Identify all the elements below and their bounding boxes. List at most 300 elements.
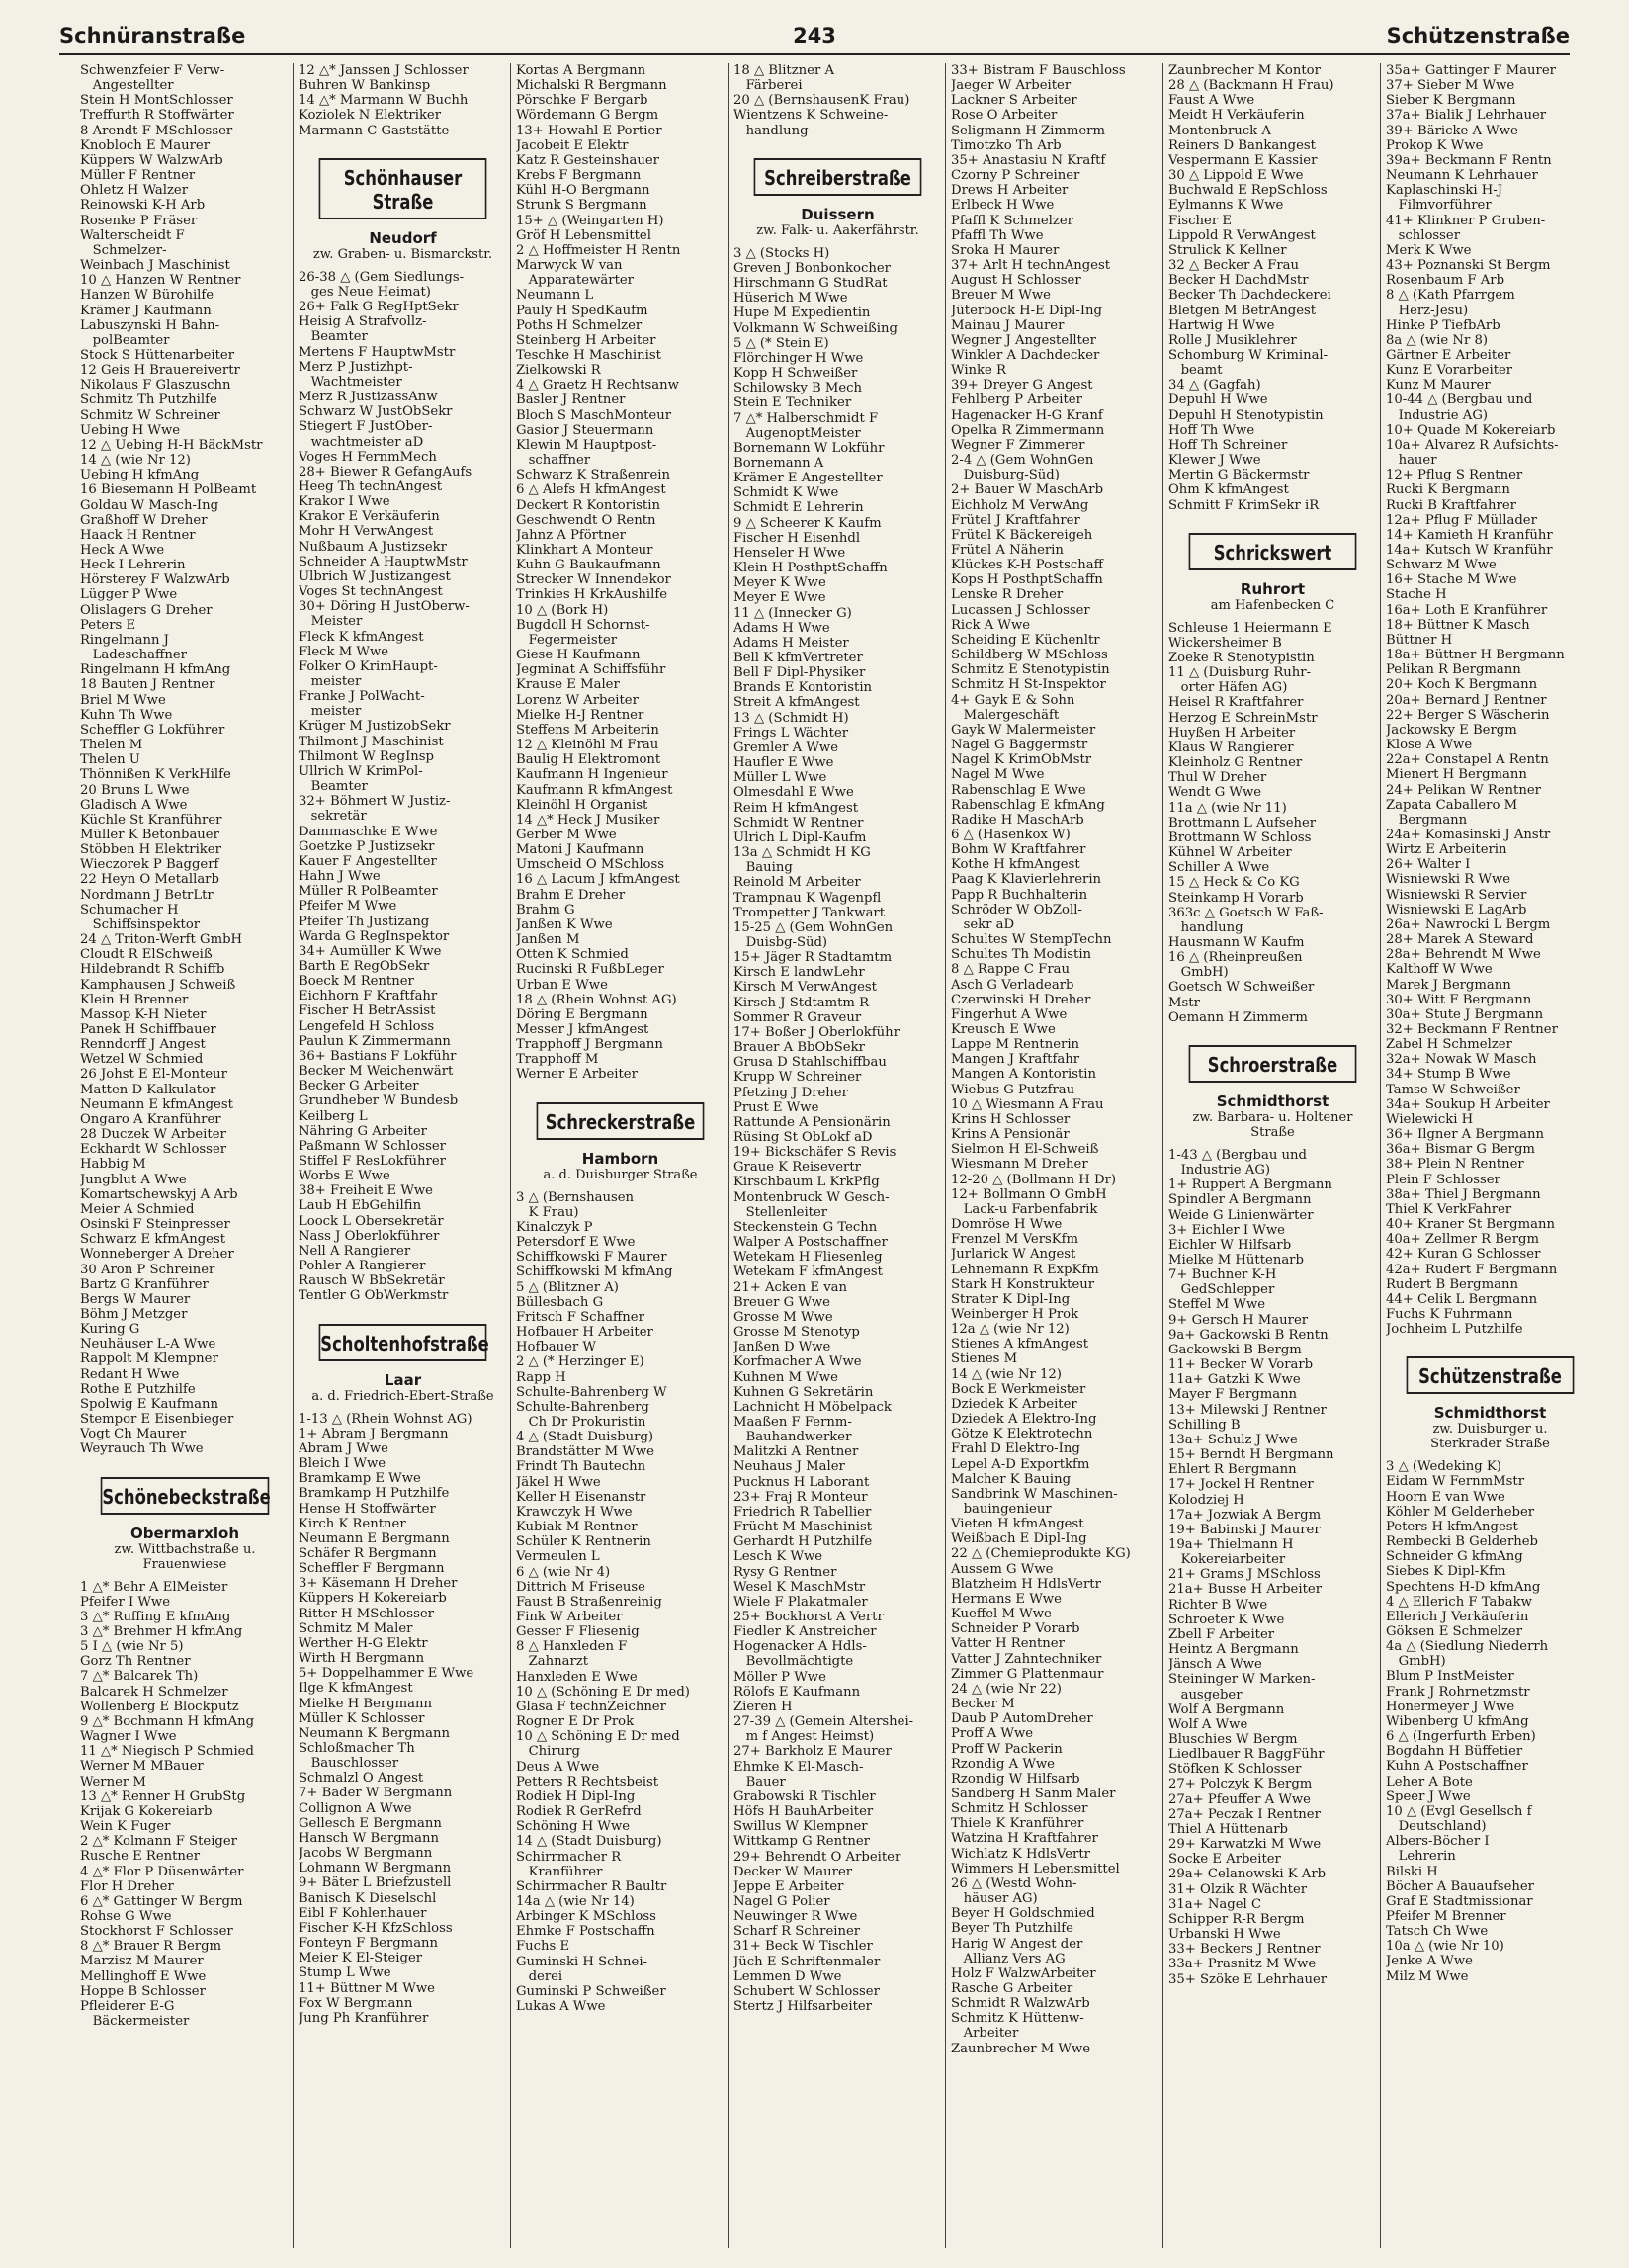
directory-entry: Wirth H Bergmann — [299, 1651, 425, 1667]
directory-entry: Boeck M Rentner — [299, 974, 414, 990]
directory-entry: Böcher A Bauaufseher — [1386, 1878, 1534, 1894]
directory-entry: Walterscheidt F — [80, 227, 185, 243]
directory-entry: Werner E Arbeiter — [516, 1067, 638, 1083]
directory-entry: Rabenschlag E Wwe — [951, 782, 1086, 798]
directory-entry: Frahl D Elektro-Ing — [951, 1441, 1080, 1457]
directory-entry: Werner M MBauer — [80, 1759, 204, 1775]
directory-entry: Schulte-Bahrenberg W — [516, 1384, 667, 1400]
directory-entry: Merk K Wwe — [1386, 242, 1472, 258]
directory-entry: Goetsch W Schweißer — [1168, 980, 1315, 996]
directory-entry: Jahnz A Pförtner — [516, 527, 626, 543]
directory-entry: Wesel K MaschMstr — [733, 1579, 866, 1595]
directory-entry: Fuchs E — [516, 1939, 570, 1955]
directory-entry: Schultes Th Modistin — [951, 947, 1092, 963]
directory-entry: Jeppe E Arbeiter — [733, 1878, 844, 1894]
directory-entry: Schirrmacher R Baultr — [516, 1878, 667, 1894]
directory-entry: Becker M Weichenwärt — [299, 1064, 454, 1080]
directory-entry: 11+ Büttner M Wwe — [299, 1980, 435, 1996]
directory-entry: Gärtner E Arbeiter — [1386, 347, 1511, 363]
directory-entry: Rzondig A Wwe — [951, 1756, 1055, 1772]
directory-entry: 15-25 △ (Gem WohnGen — [733, 919, 894, 935]
directory-entry: Pfeifer I Wwe — [80, 1594, 171, 1610]
directory-entry: 22a+ Constapel A Rentn — [1386, 752, 1549, 768]
directory-entry: Socke E Arbeiter — [1168, 1852, 1281, 1868]
directory-entry: Lackner S Arbeiter — [951, 93, 1077, 109]
directory-entry: Kirch K Rentner — [299, 1516, 406, 1531]
directory-entry: Massop K-H Nieter — [80, 1006, 207, 1022]
directory-entry: 5 I △ (wie Nr 5) — [80, 1639, 184, 1655]
directory-entry: Winke R — [951, 363, 1006, 379]
directory-entry: Arbinger K MSchloss — [516, 1909, 656, 1925]
directory-entry: Tentler G ObWerkmstr — [299, 1288, 449, 1304]
directory-entry: Reiners D Bankangest — [1168, 137, 1316, 153]
directory-entry: 30+ Döring H JustOberw- — [299, 599, 470, 615]
directory-entry: Ehmke F Postschaffn — [516, 1924, 655, 1940]
directory-entry: 31a+ Nagel C — [1168, 1896, 1262, 1912]
directory-entry: Lengefeld H Schloss — [299, 1018, 435, 1034]
directory-entry: Wonneberger A Dreher — [80, 1247, 234, 1263]
directory-entry: Depuhl H Stenotypistin — [1168, 407, 1324, 423]
directory-entry: 17+ Jockel H Rentner — [1168, 1477, 1314, 1493]
directory-entry: 27a+ Pfeuffer A Wwe — [1168, 1791, 1311, 1807]
directory-entry: 7 △* Balcarek Th) — [80, 1669, 199, 1685]
directory-entry: Walper A Postschaffner — [733, 1235, 888, 1251]
directory-entry: Schilowsky B Mech — [733, 381, 863, 396]
directory-entry: 36+ Bastians F Lokführ — [299, 1048, 457, 1064]
directory-entry: Kunz M Maurer — [1386, 378, 1491, 393]
directory-entry: 4+ Gayk E & Sohn — [951, 692, 1075, 708]
directory-entry: Steffel M Wwe — [1168, 1297, 1266, 1313]
directory-entry: 1+ Abram J Bergmann — [299, 1426, 449, 1441]
directory-entry: Lehrerin — [1386, 1849, 1456, 1865]
directory-entry: Marzisz M Maurer — [80, 1954, 204, 1969]
directory-entry: 12 △ Uebing H-H BäckMstr — [80, 437, 263, 453]
street-location-note: a. d. Friedrich-Ebert-Straße — [311, 1388, 494, 1404]
street-location-note: zw. Falk- u. Aakerfährstr. — [756, 222, 919, 238]
directory-entry: Marmann C Gaststätte — [299, 123, 450, 138]
directory-entry: 16+ Stache M Wwe — [1386, 572, 1517, 588]
directory-entry: Krins A Pensionär — [951, 1127, 1070, 1143]
directory-entry: Klückes K-H Postschaff — [951, 558, 1103, 573]
directory-entry: Beamter — [299, 329, 368, 345]
directory-entry: 36+ Ilgner A Bergmann — [1386, 1127, 1544, 1143]
directory-entry: Schultes W StempTechn — [951, 932, 1112, 948]
street-location-note: zw. Wittbachstraße u. — [114, 1541, 256, 1557]
directory-entry: 12 Geis H Brauereivertr — [80, 363, 240, 379]
directory-entry: Wetekam F kfmAngest — [733, 1265, 883, 1280]
directory-entry: 7+ Buchner K-H — [1168, 1267, 1277, 1283]
directory-entry: Stöbben H Elektriker — [80, 842, 221, 858]
directory-entry: 9+ Bäter L Briefzustell — [299, 1875, 452, 1891]
directory-entry: Fox W Bergmann — [299, 1995, 413, 2011]
directory-entry: Schomburg W Kriminal- — [1168, 347, 1329, 363]
street-section-header — [1170, 533, 1375, 613]
directory-entry: 37+ Arlt H technAngest — [951, 258, 1111, 274]
directory-entry: Pfeifer M Brenner — [1386, 1908, 1506, 1924]
directory-entry: Lesch K Wwe — [733, 1549, 823, 1565]
directory-entry: 28+ Biewer R GefangAufs — [299, 464, 472, 480]
directory-entry: Messer J kfmAngest — [516, 1022, 649, 1037]
directory-entry: Ongaro A Kranführer — [80, 1111, 221, 1127]
directory-entry: 4 △ Ellerich F Tabakw — [1386, 1594, 1532, 1610]
directory-entry: Kokereiarbeiter — [1168, 1552, 1286, 1568]
directory-entry: Frank J Rohrnetzmstr — [1386, 1684, 1530, 1700]
street-section-header — [735, 158, 940, 238]
directory-entry: Stienes A kfmAngest — [951, 1337, 1089, 1352]
directory-entry: 25+ Bockhorst A Vertr — [733, 1610, 884, 1624]
directory-entry: Guminski H Schnei- — [516, 1954, 647, 1969]
directory-entry: Blum P InstMeister — [1386, 1669, 1514, 1685]
directory-column — [945, 63, 1162, 2248]
directory-entry: Frings L Wächter — [733, 725, 849, 741]
directory-entry: Breuer G Wwe — [733, 1294, 830, 1310]
directory-entry: 1+ Ruppert A Bergmann — [1168, 1178, 1332, 1193]
directory-entry: Bock E Werkmeister — [951, 1381, 1086, 1397]
directory-entry: Herzog E SchreinMstr — [1168, 710, 1318, 726]
directory-entry: Barth E RegObSekr — [299, 958, 430, 974]
directory-entry: Mertin G Bäckermstr — [1168, 468, 1310, 483]
directory-entry: Wibenberg U kfmAng — [1386, 1713, 1529, 1729]
directory-entry: Werther H-G Elektr — [299, 1635, 428, 1651]
directory-entry: Rasche G Arbeiter — [951, 1981, 1073, 1996]
directory-entry: 10 △ Schöning E Dr med — [516, 1729, 680, 1745]
street-location-note: zw. Duisburger u. — [1432, 1422, 1548, 1438]
directory-entry: Nagel K KrimObMstr — [951, 752, 1092, 768]
directory-entry: Kirsch M VerwAngest — [733, 980, 877, 996]
directory-entry: Faust B Straßenreinig — [516, 1594, 662, 1610]
directory-entry: Lohmann W Bergmann — [299, 1861, 452, 1876]
directory-entry: Malitzki A Rentner — [733, 1444, 859, 1460]
directory-entry: 26 Johst E El-Monteur — [80, 1067, 227, 1083]
directory-entry: 31+ Olzik R Wächter — [1168, 1881, 1308, 1897]
directory-entry: Liedlbauer R BaggFühr — [1168, 1747, 1325, 1763]
directory-entry: Janßen K Wwe — [516, 916, 613, 932]
directory-entry: 24+ Pelikan W Rentner — [1386, 782, 1541, 798]
directory-entry: Ohletz H Walzer — [80, 183, 189, 199]
directory-entry: Schöning H Wwe — [516, 1819, 631, 1835]
directory-entry: Montenbruck W Gesch- — [733, 1189, 890, 1205]
directory-entry: 27+ Polczyk K Bergm — [1168, 1777, 1313, 1792]
directory-entry: Adams H Wwe — [733, 620, 830, 636]
directory-entry: Zahnarzt — [516, 1654, 589, 1670]
directory-entry: Wein K Fuger — [80, 1819, 171, 1835]
directory-entry: Zaunbrecher M Wwe — [951, 2041, 1091, 2056]
directory-entry: 13a △ Schmidt H KG — [733, 845, 871, 861]
directory-entry: Bevollmächtigte — [733, 1654, 854, 1670]
directory-entry: Angestellter — [80, 78, 174, 94]
directory-entry: Scheiding E Küchenltr — [951, 632, 1100, 648]
directory-entry: 34+ Aumüller K Wwe — [299, 943, 442, 959]
directory-entry: Rodiek R GerRefrd — [516, 1804, 642, 1820]
directory-entry: Schirrmacher R — [516, 1849, 622, 1865]
directory-entry: Vermeulen L — [516, 1549, 600, 1565]
directory-entry: Wagner I Wwe — [80, 1729, 177, 1745]
street-section-header — [1388, 1356, 1592, 1451]
directory-entry: Thiel K VerkFahrer — [1386, 1201, 1512, 1217]
directory-entry: 17+ Boßer J Oberlokführ — [733, 1024, 900, 1040]
directory-entry: Rucinski R FußbLeger — [516, 962, 664, 978]
directory-entry: Peters H kfmAngest — [1386, 1519, 1518, 1534]
directory-entry: Büllesbach G — [516, 1294, 604, 1310]
directory-column — [1162, 63, 1380, 2248]
directory-entry: Graßhoff W Dreher — [80, 512, 208, 528]
directory-entry: Brands E Kontoristin — [733, 680, 873, 696]
directory-entry: Prust E Wwe — [733, 1099, 819, 1115]
directory-entry: Weinbach J Maschinist — [80, 258, 230, 274]
directory-entry: 11a+ Gatzki K Wwe — [1168, 1372, 1301, 1388]
directory-entry: Kaplaschinski H-J — [1386, 183, 1503, 199]
page-header — [59, 22, 1570, 55]
directory-entry: Geschwendt O Rentn — [516, 512, 656, 528]
directory-column — [1380, 63, 1597, 2248]
directory-entry: Eichler W Hilfsarb — [1168, 1237, 1292, 1253]
directory-entry: Brahm G — [516, 902, 575, 917]
directory-entry: Müller K Betonbauer — [80, 827, 219, 842]
directory-entry: Hofbauer W — [516, 1340, 596, 1355]
directory-entry: Eibl F Kohlenhauer — [299, 1905, 427, 1921]
directory-entry: Domröse H Wwe — [951, 1217, 1063, 1233]
directory-entry: GmbH) — [1168, 965, 1229, 981]
street-name: Schroerstraße — [1189, 1045, 1357, 1083]
directory-entry: Urbanski H Wwe — [1168, 1927, 1281, 1943]
directory-entry: Koziolek N Elektriker — [299, 108, 442, 124]
directory-entry: 14+ Kamieth H Kranführ — [1386, 527, 1553, 543]
directory-entry: Zabel H Schmelzer — [1386, 1037, 1512, 1053]
directory-entry: 13a+ Schulz J Wwe — [1168, 1432, 1298, 1447]
directory-entry: August H Schlosser — [951, 273, 1081, 289]
directory-entry: Zoeke R Stenotypistin — [1168, 651, 1315, 665]
directory-entry: Janßen M — [516, 932, 580, 948]
directory-entry: Giese H Kaufmann — [516, 648, 641, 663]
directory-entry: bauingenieur — [951, 1502, 1052, 1517]
directory-entry: Gellesch E Bergmann — [299, 1815, 442, 1831]
directory-entry: 43+ Poznanski St Bergm — [1386, 258, 1551, 274]
directory-entry: Nass J Oberlokführer — [299, 1228, 440, 1244]
directory-entry: 3 △ (Bernshausen — [516, 1189, 635, 1205]
directory-entry: Lemmen D Wwe — [733, 1968, 842, 1984]
directory-entry: Steinberg H Arbeiter — [516, 332, 656, 348]
directory-entry: Kalthoff W Wwe — [1386, 962, 1493, 978]
directory-entry: Strater K Dipl-Ing — [951, 1291, 1071, 1307]
directory-entry: Rzondig W Hilfsarb — [951, 1771, 1080, 1787]
directory-entry: Lucassen J Schlosser — [951, 602, 1090, 618]
directory-entry: 18 Bauten J Rentner — [80, 677, 215, 693]
directory-entry: 26-38 △ (Gem Siedlungs- — [299, 269, 465, 285]
directory-entry: Ellerich J Verkäuferin — [1386, 1609, 1529, 1624]
directory-entry: GmbH) — [1386, 1654, 1446, 1670]
directory-entry: 6 △* Gattinger W Bergm — [80, 1893, 243, 1909]
directory-entry: Ringelmann H kfmAng — [80, 662, 231, 678]
directory-entry: Kuhn G Baukaufmann — [516, 558, 661, 573]
directory-entry: 1-13 △ (Rhein Wohnst AG) — [299, 1411, 472, 1427]
directory-entry: Meyer K Wwe — [733, 575, 826, 591]
directory-entry: Prokop K Wwe — [1386, 137, 1484, 153]
directory-entry: Strulick K Kellner — [1168, 242, 1287, 258]
directory-entry: Becker Th Dachdeckerei — [1168, 288, 1331, 304]
directory-entry: Frenzel M VersKfm — [951, 1232, 1079, 1248]
directory-entry: 4 △* Flor P Düsenwärter — [80, 1864, 244, 1879]
directory-entry: 29+ Karwatzki M Wwe — [1168, 1837, 1322, 1853]
directory-entry: Stache H — [1386, 587, 1447, 603]
directory-entry: Gerber M Wwe — [516, 827, 617, 842]
directory-entry: 16 △ Lacum J kfmAngest — [516, 872, 680, 888]
directory-entry: 39+ Dreyer G Angest — [951, 378, 1093, 393]
directory-entry: Faust A Wwe — [1168, 93, 1255, 109]
directory-entry: Kolodziej H — [1168, 1492, 1244, 1508]
directory-entry: 37a+ Bialik J Lehrhauer — [1386, 108, 1547, 124]
page-number: 243 — [793, 24, 836, 47]
directory-entry: 34+ Stump B Wwe — [1386, 1067, 1511, 1083]
directory-entry: 20 Bruns L Wwe — [80, 782, 190, 798]
directory-entry: Osinski F Steinpresser — [80, 1217, 230, 1233]
directory-entry: 15+ △ (Weingarten H) — [516, 213, 664, 228]
directory-entry: Proff A Wwe — [951, 1726, 1034, 1742]
directory-entry: Schroeter K Wwe — [1168, 1612, 1285, 1627]
directory-entry: Otten K Schmied — [516, 947, 629, 963]
directory-entry: 39+ Bäricke A Wwe — [1386, 123, 1518, 138]
directory-entry: Malcher K Bauing — [951, 1471, 1072, 1487]
directory-entry: Knobloch E Maurer — [80, 137, 211, 153]
directory-entry: Olislagers G Dreher — [80, 602, 213, 618]
directory-entry: Holz F WalzwArbeiter — [951, 1965, 1096, 1981]
directory-entry: Schneider A HauptwMstr — [299, 554, 468, 569]
directory-entry: Göksen E Schmelzer — [1386, 1624, 1523, 1639]
directory-entry: Arbeiter — [951, 2026, 1019, 2042]
directory-entry: Bugdoll H Schornst- — [516, 617, 650, 633]
directory-entry: Kleinöhl H Organist — [516, 797, 648, 813]
directory-column — [293, 63, 510, 2248]
directory-entry: Matoni J Kaufmann — [516, 842, 644, 858]
directory-entry: 44+ Celik L Bergmann — [1386, 1291, 1538, 1307]
directory-entry: Volkmann W Schweißing — [733, 320, 898, 336]
directory-entry: Radike H MaschArb — [951, 812, 1084, 828]
directory-entry: Deckert R Kontoristin — [516, 497, 660, 513]
directory-entry: Lenske R Dreher — [951, 587, 1064, 603]
directory-entry: Müller K Schlosser — [299, 1710, 425, 1726]
directory-entry: Wördemann G Bergm — [516, 108, 659, 124]
directory-entry: Deutschland) — [1386, 1819, 1487, 1835]
directory-entry: 24 △ (wie Nr 22) — [951, 1681, 1062, 1697]
directory-entry: Adams H Meister — [733, 635, 849, 651]
directory-entry: Bloch S MaschMonteur — [516, 407, 671, 423]
street-location-note: zw. Graben- u. Bismarckstr. — [312, 246, 493, 262]
directory-entry: ges Neue Heimat) — [299, 284, 431, 300]
directory-entry: Duisbg-Süd) — [733, 934, 828, 950]
directory-entry: Fischer K-H KfzSchloss — [299, 1920, 453, 1936]
directory-entry: Erlbeck H Wwe — [951, 198, 1055, 214]
directory-entry: Krämer J Kaufmann — [80, 303, 212, 318]
directory-entry: Pohler A Rangierer — [299, 1259, 426, 1274]
directory-entry: Mainau J Maurer — [951, 317, 1065, 333]
directory-entry: Wetekam H Fliesenleg — [733, 1250, 883, 1265]
district-name: Schmidthorst — [1216, 1091, 1329, 1110]
directory-entry: Bleich I Wwe — [299, 1456, 386, 1472]
directory-entry: Hoppe B Schlosser — [80, 1983, 206, 1999]
directory-entry: 24 △ Triton-Werft GmbH — [80, 932, 243, 948]
directory-entry: Jochheim L Putzhilfe — [1386, 1322, 1523, 1338]
directory-entry: Mohr H VerwAngest — [299, 524, 434, 540]
directory-entry: Schmitz H St-Inspektor — [951, 677, 1106, 693]
directory-entry: Köhler M Gelderheber — [1386, 1504, 1535, 1520]
directory-entry: 8 △ Rappe C Frau — [951, 962, 1070, 978]
directory-entry: 40a+ Zellmer R Bergm — [1386, 1232, 1539, 1248]
directory-entry: Ritter H MSchlosser — [299, 1606, 434, 1621]
directory-entry: Collignon A Wwe — [299, 1800, 412, 1816]
directory-entry: Rattunde A Pensionärin — [733, 1114, 891, 1130]
directory-entry: Wendt G Wwe — [1168, 785, 1262, 801]
directory-entry: Böhm J Metzger — [80, 1306, 188, 1322]
directory-entry: Korfmacher A Wwe — [733, 1354, 862, 1370]
directory-entry: Blatzheim H HdlsVertr — [951, 1576, 1101, 1592]
directory-entry: Krins H Schlosser — [951, 1111, 1071, 1127]
directory-entry: Urban E Wwe — [516, 977, 608, 993]
directory-entry: 33a+ Prasnitz M Wwe — [1168, 1957, 1317, 1972]
directory-entry: 6 △ (wie Nr 4) — [516, 1564, 611, 1580]
directory-entry: 4 △ (Stadt Duisburg) — [516, 1430, 654, 1445]
directory-entry: Bauschlosser — [299, 1756, 399, 1772]
directory-entry: Bell F Dipl-Physiker — [733, 665, 866, 681]
directory-entry: Lukas A Wwe — [516, 1999, 606, 2015]
directory-entry: Krupp W Schreiner — [733, 1070, 862, 1086]
directory-entry: Rusche E Rentner — [80, 1849, 201, 1865]
directory-entry: 19+ Babinski J Maurer — [1168, 1522, 1321, 1537]
directory-entry: Zbell F Arbeiter — [1168, 1626, 1275, 1642]
directory-entry: Zieren H — [733, 1699, 793, 1714]
directory-entry: Gröf H Lebensmittel — [516, 227, 651, 243]
directory-entry: Petersdorf E Wwe — [516, 1235, 636, 1251]
directory-entry: Werner M — [80, 1774, 146, 1789]
directory-entry: Haack H Rentner — [80, 527, 196, 543]
directory-entry: Gasior J Steuermann — [516, 422, 654, 438]
directory-entry: Hupe M Expedientin — [733, 305, 871, 321]
directory-entry: Harig W Angest der — [951, 1936, 1083, 1952]
directory-entry: Pfaffl Th Wwe — [951, 227, 1044, 243]
directory-entry: Bohm W Kraftfahrer — [951, 842, 1086, 858]
directory-entry: Neuwinger R Wwe — [733, 1909, 858, 1925]
street-name: Schreckerstraße — [537, 1102, 705, 1140]
directory-entry: 18 △ Blitzner A — [733, 63, 834, 78]
directory-entry: 11 △ (Duisburg Ruhr- — [1168, 665, 1312, 681]
directory-entry: Fischer H Eisenhdl — [733, 530, 861, 546]
directory-entry: 14a+ Kutsch W Kranführ — [1386, 543, 1553, 558]
directory-entry: Schmitz W Schreiner — [80, 407, 220, 423]
directory-entry: polBeamter — [80, 332, 170, 348]
directory-entry: Wiesmann M Dreher — [951, 1157, 1088, 1173]
directory-entry: 36a+ Bismar G Bergm — [1386, 1142, 1535, 1158]
directory-entry: Trinkies H KrkAushilfe — [516, 587, 668, 603]
directory-entry: Thiele K Kranführer — [951, 1816, 1084, 1832]
directory-entry: Thul W Dreher — [1168, 770, 1267, 786]
directory-entry: Schiffkowski F Maurer — [516, 1250, 667, 1265]
directory-entry: 2+ Bauer W MaschArb — [951, 482, 1104, 498]
directory-entry: Neumann K Bergmann — [299, 1725, 451, 1741]
directory-entry: Schäfer R Bergmann — [299, 1545, 437, 1561]
directory-entry: Pelikan R Bergmann — [1386, 662, 1521, 678]
directory-entry: Fiedler K Anstreicher — [733, 1624, 877, 1640]
directory-entry: 10 △ Wiesmann A Frau — [951, 1096, 1104, 1112]
directory-entry: Müller F Rentner — [80, 168, 196, 184]
directory-entry: Ulbrich W Justizangest — [299, 568, 451, 584]
directory-entry: Büttner H — [1386, 632, 1453, 648]
directory-entry: Fink W Arbeiter — [516, 1610, 623, 1624]
directory-entry: Kühnel W Arbeiter — [1168, 845, 1292, 861]
directory-entry: Döring E Bergmann — [516, 1006, 648, 1022]
directory-entry: GedSchlepper — [1168, 1282, 1275, 1298]
directory-entry: Laub H EbGehilfin — [299, 1198, 422, 1214]
directory-column — [510, 63, 728, 2248]
directory-entry: Meister — [299, 614, 363, 630]
directory-entry: 30 △ Lippold E Wwe — [1168, 168, 1304, 184]
